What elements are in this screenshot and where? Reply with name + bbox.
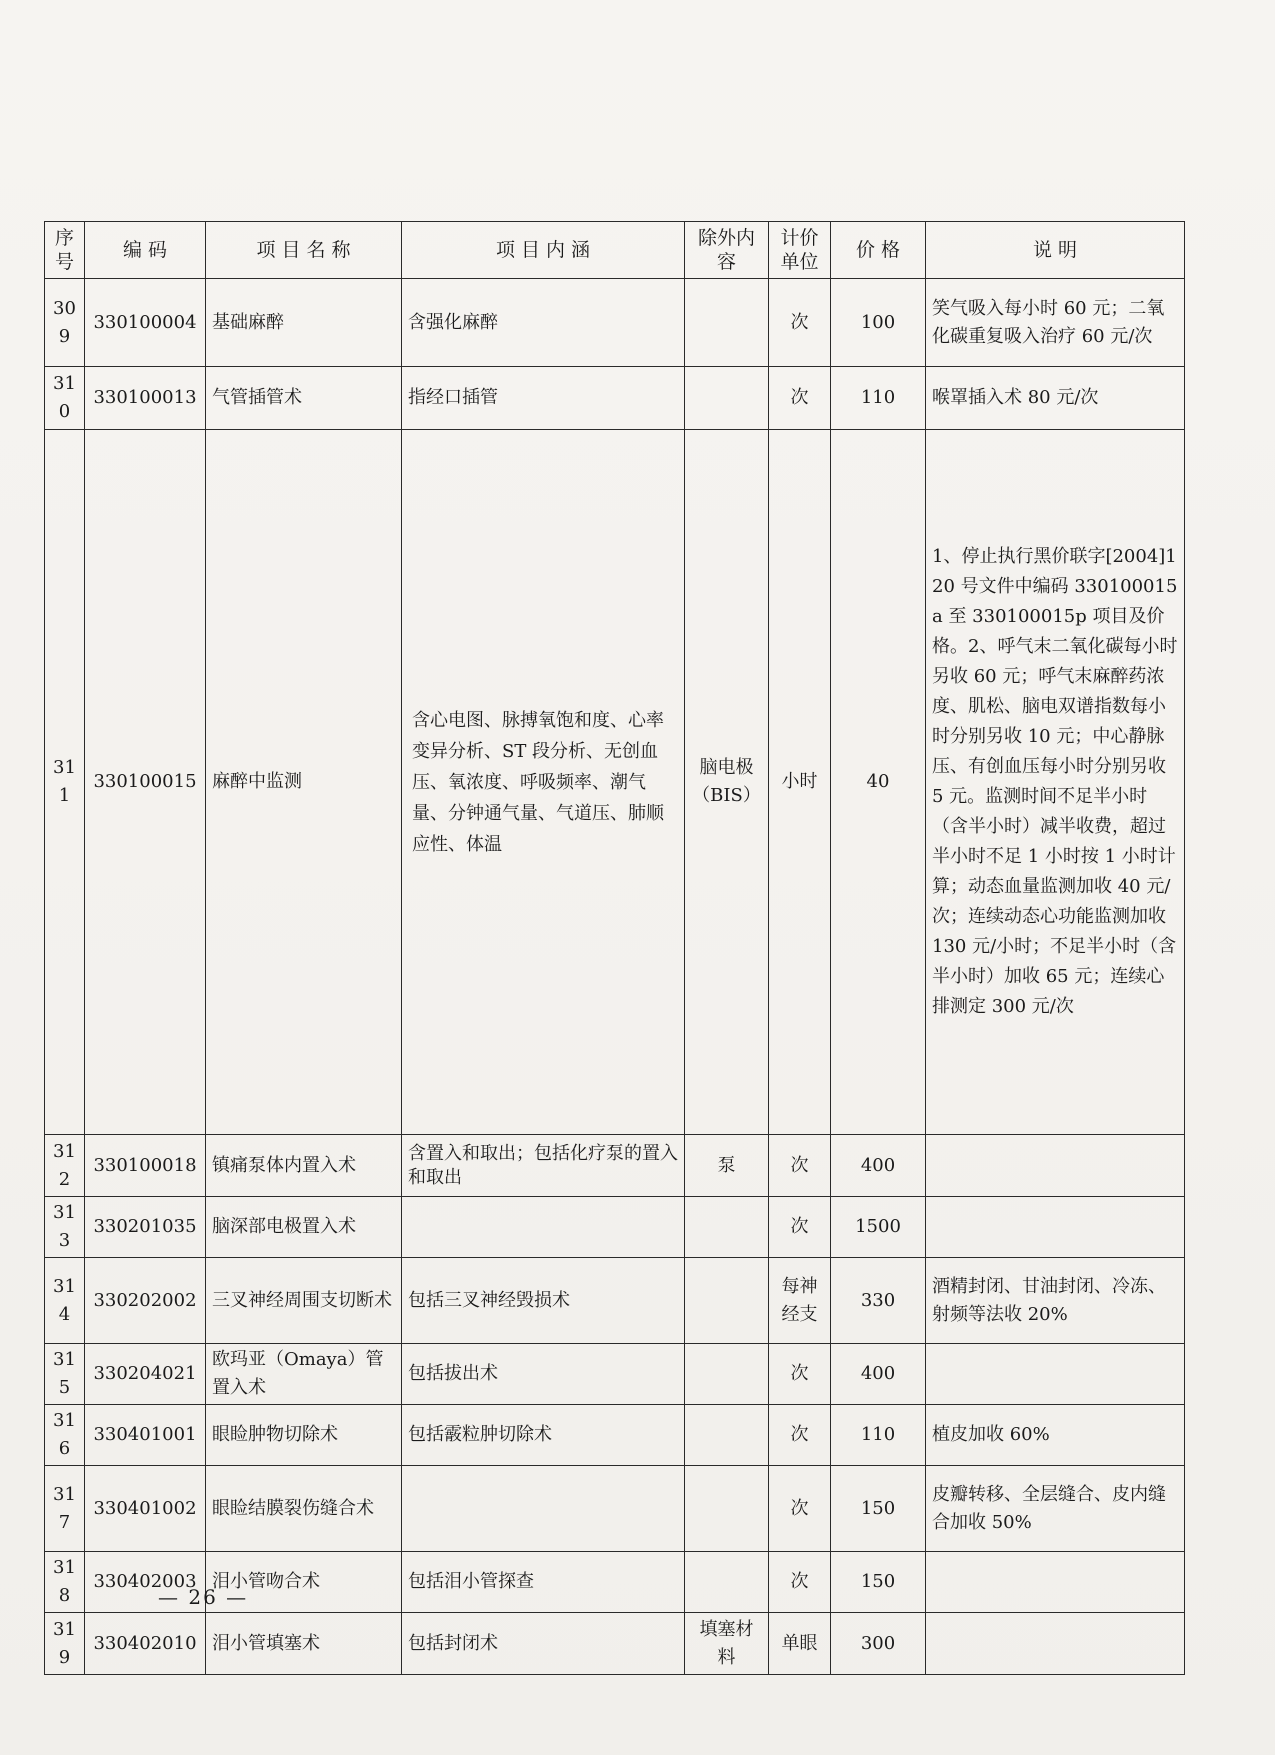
cell-name: 基础麻醉 [206, 279, 402, 367]
cell-price: 150 [831, 1466, 926, 1552]
table-row [45, 1613, 1185, 1675]
cell-price: 40 [831, 430, 926, 1135]
cell-price: 1500 [831, 1197, 926, 1258]
cell-note: 酒精封闭、甘油封闭、冷冻、射频等法收 20% [926, 1258, 1185, 1344]
cell-name: 麻醉中监测 [206, 430, 402, 1135]
table-row [45, 1258, 1185, 1344]
cell-code: 330100015 [85, 430, 206, 1135]
cell-content: 含强化麻醉 [402, 279, 685, 367]
cell-seq: 316 [45, 1405, 85, 1466]
cell-name: 镇痛泵体内置入术 [206, 1135, 402, 1197]
cell-excluded [685, 1466, 769, 1552]
cell-unit: 次 [769, 1552, 831, 1613]
cell-seq: 311 [45, 430, 85, 1135]
cell-note [926, 1135, 1185, 1197]
cell-note [926, 1344, 1185, 1405]
cell-excluded: 填塞材料 [685, 1613, 769, 1675]
cell-unit: 次 [769, 1405, 831, 1466]
cell-content: 含心电图、脉搏氧饱和度、心率变异分析、ST 段分析、无创血压、氧浓度、呼吸频率、潮气量、分钟通气量、气道压、肺顺应性、体温 [402, 430, 685, 1135]
cell-unit: 次 [769, 1344, 831, 1405]
table-row [45, 279, 1185, 367]
cell-price: 100 [831, 279, 926, 367]
cell-unit: 次 [769, 1466, 831, 1552]
table-row [45, 1197, 1185, 1258]
cell-code: 330202002 [85, 1258, 206, 1344]
cell-content: 包括霰粒肿切除术 [402, 1405, 685, 1466]
cell-name: 脑深部电极置入术 [206, 1197, 402, 1258]
cell-excluded [685, 1197, 769, 1258]
table-row [45, 1466, 1185, 1552]
cell-note [926, 1613, 1185, 1675]
cell-code: 330401001 [85, 1405, 206, 1466]
cell-name: 三叉神经周围支切断术 [206, 1258, 402, 1344]
table-row [45, 367, 1185, 430]
cell-content [402, 1466, 685, 1552]
header-excluded: 除外内容 [685, 222, 769, 279]
table-row [45, 430, 1185, 1135]
cell-excluded [685, 1258, 769, 1344]
cell-name: 泪小管吻合术 [206, 1552, 402, 1613]
header-code: 编 码 [85, 222, 206, 279]
cell-code: 330100018 [85, 1135, 206, 1197]
header-unit: 计价单位 [769, 222, 831, 279]
cell-note [926, 1552, 1185, 1613]
cell-content: 包括拔出术 [402, 1344, 685, 1405]
cell-name: 眼睑结膜裂伤缝合术 [206, 1466, 402, 1552]
cell-excluded [685, 367, 769, 430]
cell-seq: 309 [45, 279, 85, 367]
fee-table [44, 221, 1185, 1675]
cell-seq: 314 [45, 1258, 85, 1344]
cell-code: 330100013 [85, 367, 206, 430]
cell-excluded [685, 1405, 769, 1466]
cell-note: 植皮加收 60% [926, 1405, 1185, 1466]
page-number: — 26 — [158, 1585, 249, 1609]
cell-seq: 310 [45, 367, 85, 430]
cell-unit: 每神经支 [769, 1258, 831, 1344]
header-name: 项 目 名 称 [206, 222, 402, 279]
cell-content: 包括三叉神经毁损术 [402, 1258, 685, 1344]
cell-excluded: 泵 [685, 1135, 769, 1197]
cell-content: 含置入和取出；包括化疗泵的置入和取出 [402, 1135, 685, 1197]
cell-note [926, 1197, 1185, 1258]
cell-price: 150 [831, 1552, 926, 1613]
cell-unit: 次 [769, 1135, 831, 1197]
cell-name: 泪小管填塞术 [206, 1613, 402, 1675]
cell-seq: 319 [45, 1613, 85, 1675]
cell-name: 欧玛亚（Omaya）管置入术 [206, 1344, 402, 1405]
cell-price: 110 [831, 1405, 926, 1466]
cell-name: 气管插管术 [206, 367, 402, 430]
cell-code: 330401002 [85, 1466, 206, 1552]
cell-unit: 次 [769, 1197, 831, 1258]
cell-content: 指经口插管 [402, 367, 685, 430]
cell-excluded: 脑电极（BIS） [685, 430, 769, 1135]
cell-code: 330100004 [85, 279, 206, 367]
cell-code: 330201035 [85, 1197, 206, 1258]
cell-price: 300 [831, 1613, 926, 1675]
cell-seq: 312 [45, 1135, 85, 1197]
cell-price: 400 [831, 1135, 926, 1197]
cell-unit: 次 [769, 367, 831, 430]
table-row [45, 1135, 1185, 1197]
cell-note: 笑气吸入每小时 60 元；二氧化碳重复吸入治疗 60 元/次 [926, 279, 1185, 367]
table-row [45, 1344, 1185, 1405]
cell-unit: 单眼 [769, 1613, 831, 1675]
cell-content: 包括泪小管探查 [402, 1552, 685, 1613]
cell-code: 330204021 [85, 1344, 206, 1405]
cell-note: 喉罩插入术 80 元/次 [926, 367, 1185, 430]
header-price: 价 格 [831, 222, 926, 279]
cell-price: 330 [831, 1258, 926, 1344]
cell-excluded [685, 1552, 769, 1613]
cell-note: 皮瓣转移、全层缝合、皮内缝合加收 50% [926, 1466, 1185, 1552]
cell-excluded [685, 279, 769, 367]
header-seq: 序号 [45, 222, 85, 279]
cell-content: 包括封闭术 [402, 1613, 685, 1675]
table-row [45, 1405, 1185, 1466]
cell-seq: 313 [45, 1197, 85, 1258]
cell-excluded [685, 1344, 769, 1405]
header-content: 项 目 内 涵 [402, 222, 685, 279]
cell-price: 110 [831, 367, 926, 430]
cell-note: 1、停止执行黑价联字[2004]120 号文件中编码 330100015a 至 330100015p 项目及价格。2、呼气末二氧化碳每小时另收 60 元；呼气末麻醉药浓度、肌松、脑电双谱指数每小时分别另收 10 元；中心静脉压、有创血压每小时分别另收 5 元。监测时间不足半小时（含半小时）减半收费，超过半小时不足 1 小时按 1 小时计算；动态血量监测加收 40 元/次；连续动态心功能监测加收 130 元/小时；不足半小时（含半小时）加收 65 元；连续心排测定 300 元/次 [926, 430, 1185, 1135]
cell-seq: 315 [45, 1344, 85, 1405]
table-header-row [45, 222, 1185, 279]
cell-unit: 小时 [769, 430, 831, 1135]
cell-content [402, 1197, 685, 1258]
cell-name: 眼睑肿物切除术 [206, 1405, 402, 1466]
cell-price: 400 [831, 1344, 926, 1405]
cell-code: 330402010 [85, 1613, 206, 1675]
cell-code: 330402003 [85, 1552, 206, 1613]
header-note: 说 明 [926, 222, 1185, 279]
cell-unit: 次 [769, 279, 831, 367]
cell-seq: 317 [45, 1466, 85, 1552]
cell-seq: 318 [45, 1552, 85, 1613]
